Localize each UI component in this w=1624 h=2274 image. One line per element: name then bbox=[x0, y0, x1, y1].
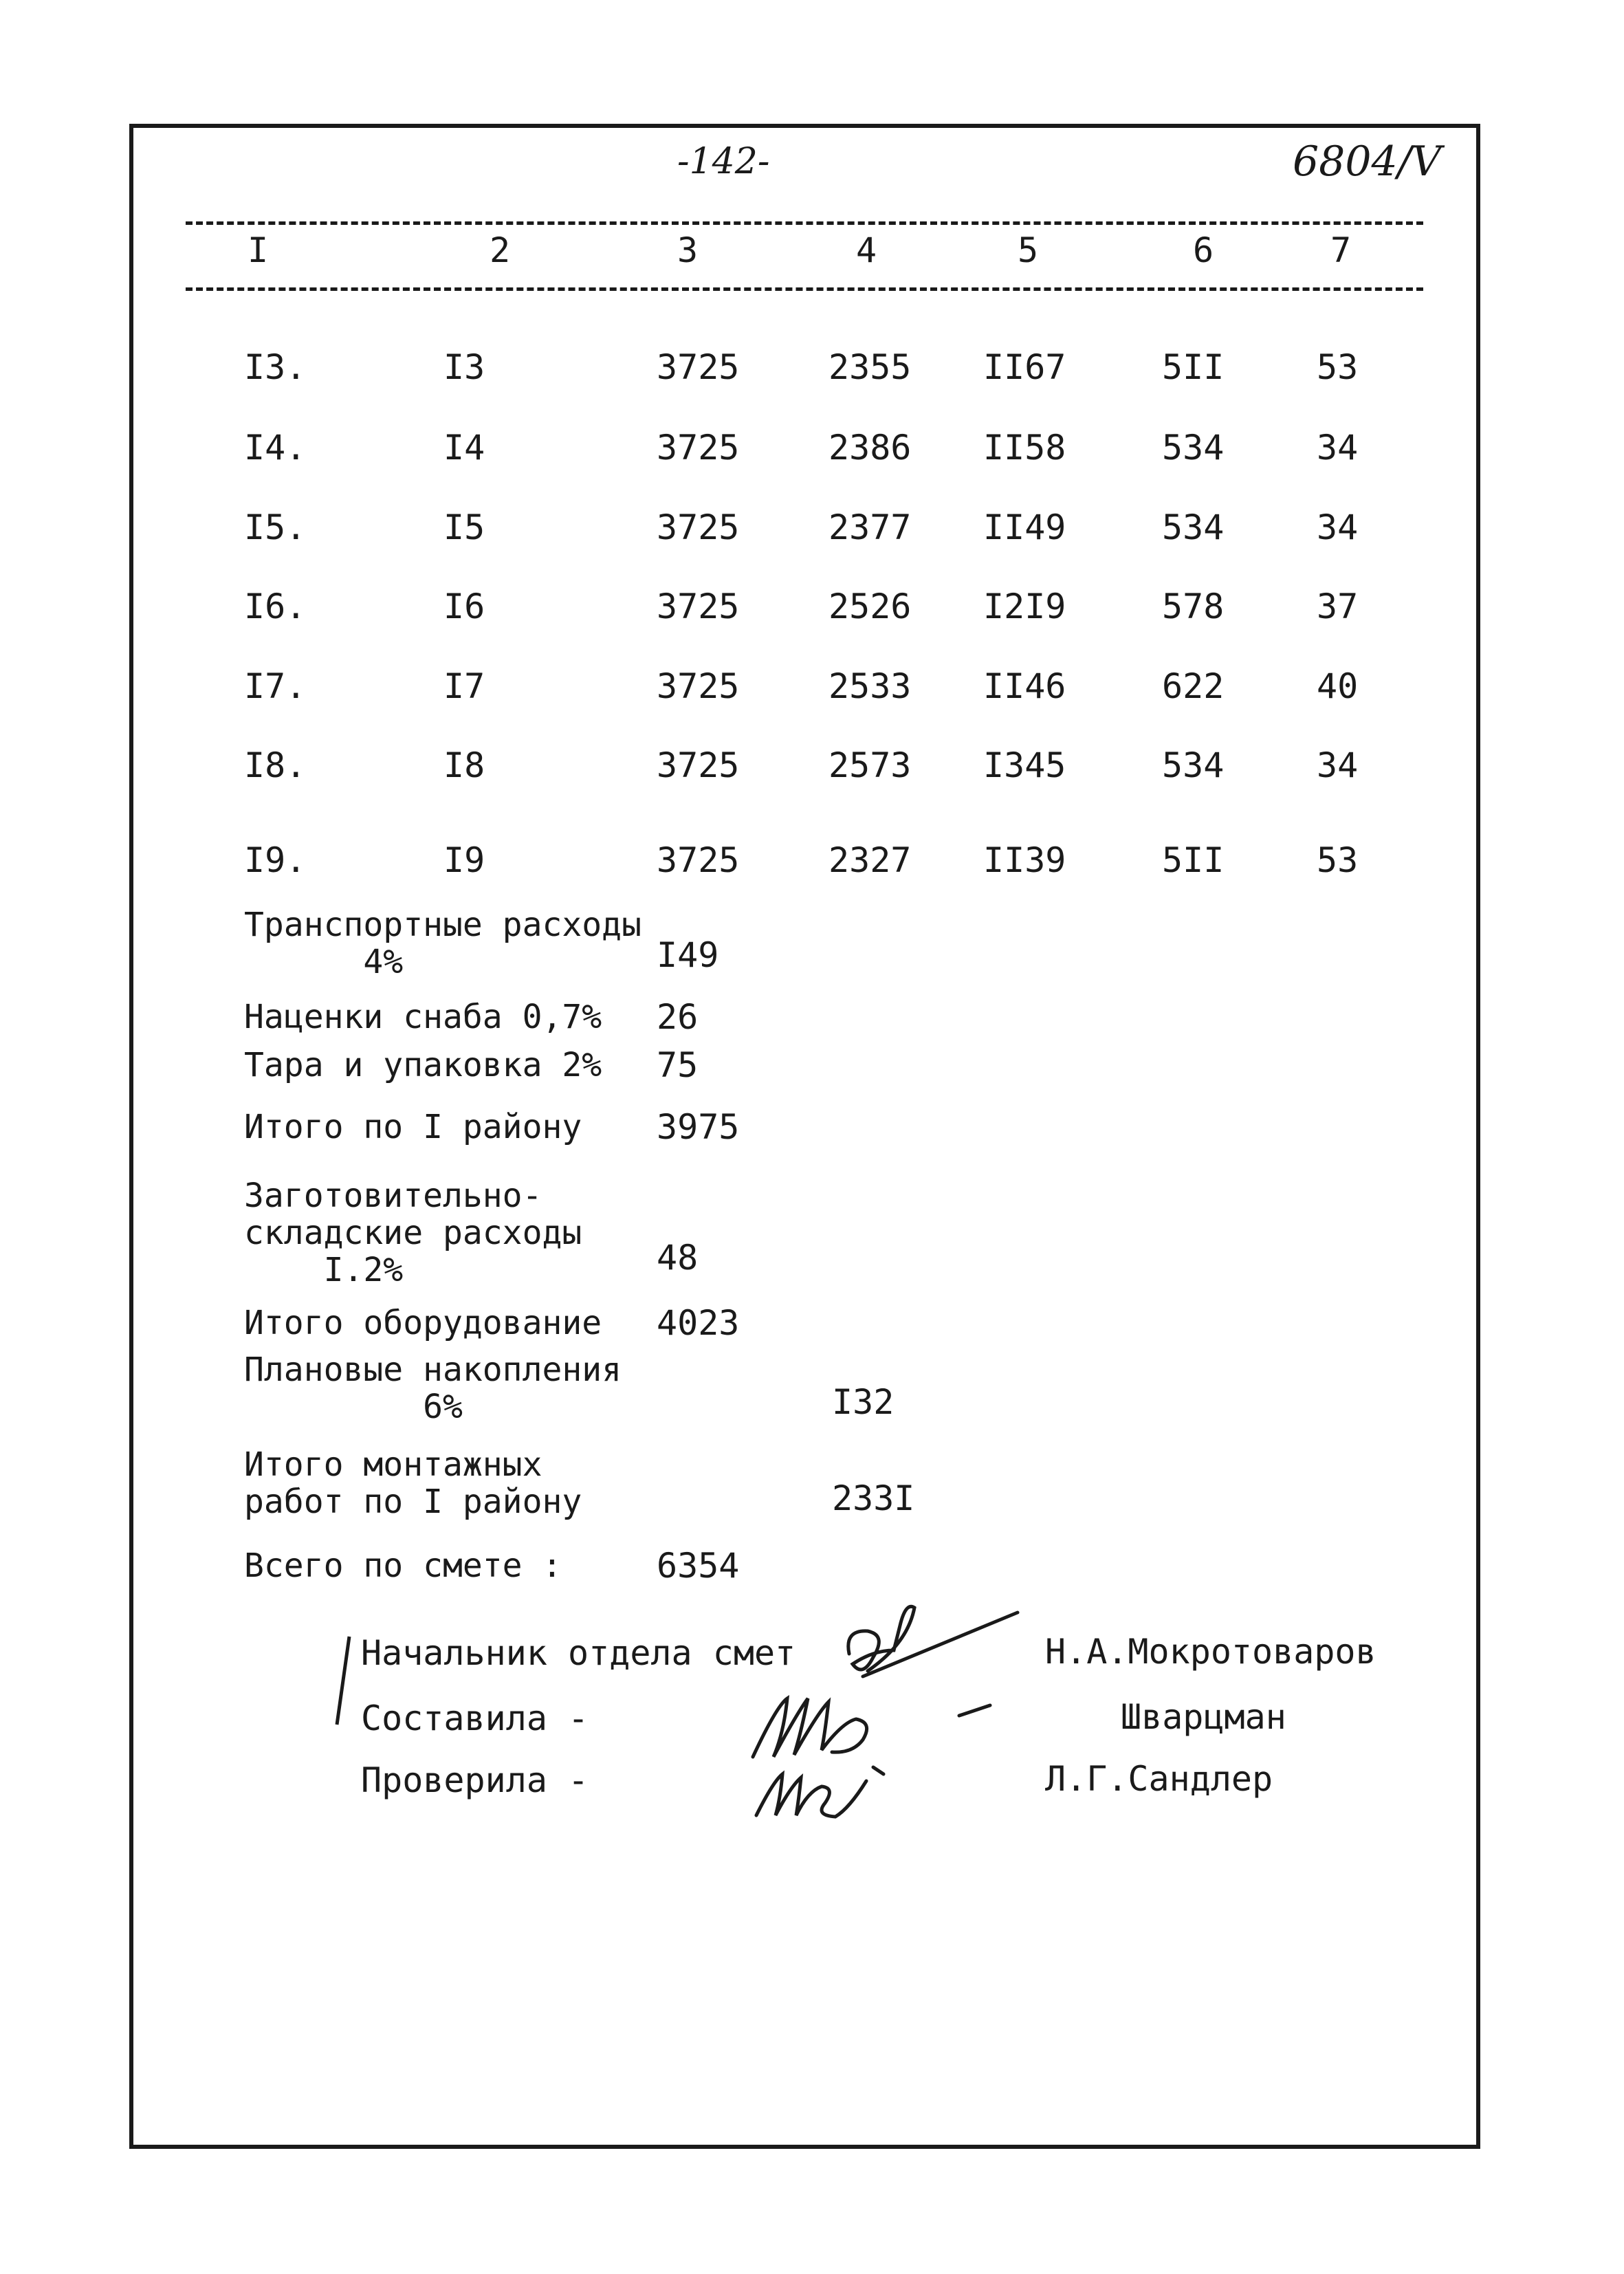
transport-costs-label: Транспортные расходы 4% bbox=[244, 906, 641, 981]
planned-savings-label: Плановые накопления 6% bbox=[244, 1351, 622, 1426]
cell: 534 bbox=[1162, 428, 1225, 468]
cell: 2327 bbox=[829, 840, 912, 880]
cell: 53 bbox=[1317, 840, 1359, 880]
column-header: 4 bbox=[856, 230, 877, 270]
cell: I9 bbox=[443, 840, 485, 880]
cell: I6 bbox=[443, 587, 485, 626]
cell: 2386 bbox=[829, 428, 912, 468]
cell: 3725 bbox=[657, 347, 740, 387]
row-number: I4. bbox=[244, 428, 307, 468]
cell: 5II bbox=[1162, 347, 1225, 387]
row-number: I9. bbox=[244, 840, 307, 880]
head-of-estimates-title: Начальник отдела смет bbox=[361, 1633, 796, 1673]
checked-by-title: Проверила - bbox=[361, 1760, 589, 1800]
installation-total-label: Итого монтажных работ по I району bbox=[244, 1445, 582, 1521]
cell: I5 bbox=[443, 507, 485, 547]
planned-savings-value: I32 bbox=[832, 1382, 895, 1422]
checker-signature bbox=[756, 1767, 884, 1817]
cell: 53 bbox=[1317, 347, 1359, 387]
column-header: 7 bbox=[1330, 230, 1352, 270]
cell: 34 bbox=[1317, 507, 1359, 547]
cell: 534 bbox=[1162, 745, 1225, 785]
cell: II46 bbox=[983, 666, 1066, 706]
cell: 3725 bbox=[657, 428, 740, 468]
cell: II49 bbox=[983, 507, 1066, 547]
row-number: I5. bbox=[244, 507, 307, 547]
equipment-total-label: Итого оборудование bbox=[244, 1304, 602, 1342]
row-number: I6. bbox=[244, 587, 307, 626]
packaging-label: Тара и упаковка 2% bbox=[244, 1046, 602, 1084]
column-header: I bbox=[248, 230, 269, 270]
row-number: I7. bbox=[244, 666, 307, 706]
cell: 2533 bbox=[829, 666, 912, 706]
cell: 40 bbox=[1317, 666, 1359, 706]
row-number: I8. bbox=[244, 745, 307, 785]
packaging-value: 75 bbox=[657, 1045, 699, 1085]
cell: I8 bbox=[443, 745, 485, 785]
head-signature bbox=[848, 1606, 1018, 1676]
cell: 2377 bbox=[829, 507, 912, 547]
cell: 622 bbox=[1162, 666, 1225, 706]
cell: 3725 bbox=[657, 745, 740, 785]
cell: 34 bbox=[1317, 745, 1359, 785]
cell: I3 bbox=[443, 347, 485, 387]
column-header: 2 bbox=[490, 230, 511, 270]
grand-total-label: Всего по смете : bbox=[244, 1546, 562, 1585]
compiled-by-name: Шварцман bbox=[1121, 1697, 1286, 1737]
cell: 2573 bbox=[829, 745, 912, 785]
checked-by-name: Л.Г.Сандлер bbox=[1045, 1759, 1273, 1799]
district-total-label: Итого по I району bbox=[244, 1108, 582, 1146]
transport-costs-value: I49 bbox=[657, 935, 719, 975]
procurement-costs-value: 48 bbox=[657, 1238, 699, 1278]
cell: II67 bbox=[983, 347, 1066, 387]
cell: I2I9 bbox=[983, 587, 1066, 626]
supply-markup-label: Наценки снаба 0,7% bbox=[244, 998, 602, 1036]
equipment-total-value: 4023 bbox=[657, 1303, 740, 1343]
column-header: 6 bbox=[1193, 230, 1214, 270]
page-number: -142- bbox=[677, 141, 770, 182]
cell: 37 bbox=[1317, 587, 1359, 626]
column-header: 3 bbox=[677, 230, 699, 270]
procurement-costs-label: Заготовительно- складские расходы I.2% bbox=[244, 1177, 582, 1289]
cell: 34 bbox=[1317, 428, 1359, 468]
margin-mark bbox=[337, 1637, 349, 1725]
cell: II58 bbox=[983, 428, 1066, 468]
cell: I7 bbox=[443, 666, 485, 706]
cell: 3725 bbox=[657, 507, 740, 547]
cell: I4 bbox=[443, 428, 485, 468]
cell: 2355 bbox=[829, 347, 912, 387]
document-code: 6804/V bbox=[1293, 138, 1442, 186]
compiled-by-title: Составила - bbox=[361, 1698, 589, 1738]
head-of-estimates-name: Н.А.Мокротоваров bbox=[1045, 1632, 1376, 1672]
grand-total-value: 6354 bbox=[657, 1546, 740, 1586]
cell: I345 bbox=[983, 745, 1066, 785]
cell: 3725 bbox=[657, 840, 740, 880]
cell: 3725 bbox=[657, 666, 740, 706]
cell: 534 bbox=[1162, 507, 1225, 547]
district-total-value: 3975 bbox=[657, 1107, 740, 1147]
supply-markup-value: 26 bbox=[657, 997, 699, 1037]
installation-total-value: 233I bbox=[832, 1478, 915, 1518]
cell: 3725 bbox=[657, 587, 740, 626]
cell: 2526 bbox=[829, 587, 912, 626]
cell: II39 bbox=[983, 840, 1066, 880]
cell: 578 bbox=[1162, 587, 1225, 626]
column-header: 5 bbox=[1018, 230, 1039, 270]
row-number: I3. bbox=[244, 347, 307, 387]
compiler-signature bbox=[753, 1698, 990, 1757]
cell: 5II bbox=[1162, 840, 1225, 880]
